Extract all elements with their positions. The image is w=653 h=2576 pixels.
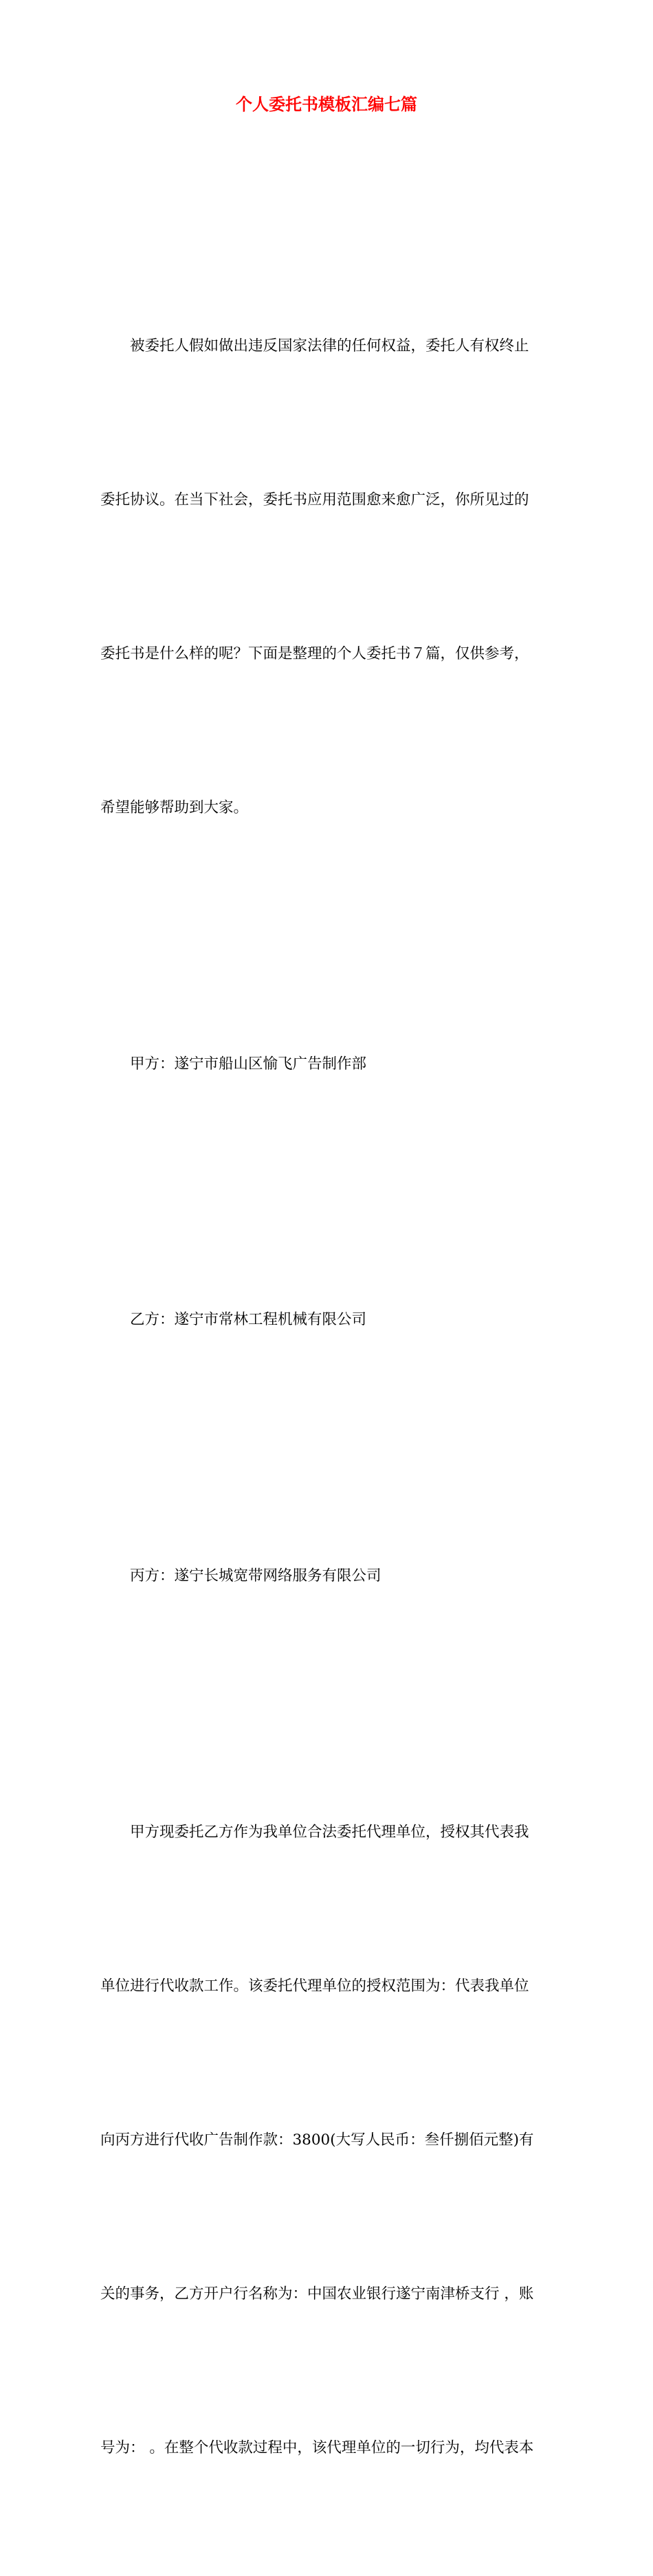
- intro-paragraph: [100, 219, 554, 936]
- party-c-paragraph: [100, 1448, 554, 1705]
- intro-line: 被委托人假如做出违反国家法律的任何权益，委托人有权终止: [130, 337, 529, 355]
- clause-line: 向丙方进行代收广告制作款：3800(大写人民币：叁仟捌佰元整)有: [100, 2131, 534, 2149]
- clause-paragraph: [100, 1705, 554, 2576]
- clause-line: 单位进行代收款工作。该委托代理单位的授权范围为：代表我单位: [100, 1978, 529, 1995]
- party-b-paragraph: [100, 1192, 554, 1448]
- party-c-line: 丙方：遂宁长城宽带网络服务有限公司: [130, 1567, 381, 1585]
- party-b-line: 乙方：遂宁市常林工程机械有限公司: [130, 1311, 367, 1329]
- clause-line: 甲方现委托乙方作为我单位合法委托代理单位，授权其代表我: [130, 1824, 529, 1841]
- clause-line: 关的事务，乙方开户行名称为：中国农业银行遂宁南津桥支行 ，账: [100, 2285, 534, 2303]
- intro-line: 委托书是什么样的呢？下面是整理的个人委托书７篇，仅供参考，: [100, 645, 529, 662]
- document-title: 个人委托书模板汇编七篇: [236, 94, 417, 114]
- clause-line: 号为： 。在整个代收款过程中，该代理单位的一切行为，均代表本: [100, 2439, 534, 2456]
- intro-line: 希望能够帮助到大家。: [100, 798, 249, 816]
- document-body: [100, 219, 554, 2576]
- party-a-paragraph: [100, 936, 554, 1192]
- intro-line: 委托协议。在当下社会，委托书应用范围愈来愈广泛，你所见过的: [100, 491, 529, 508]
- party-a-line: 甲方：遂宁市船山区愉飞广告制作部: [130, 1055, 367, 1073]
